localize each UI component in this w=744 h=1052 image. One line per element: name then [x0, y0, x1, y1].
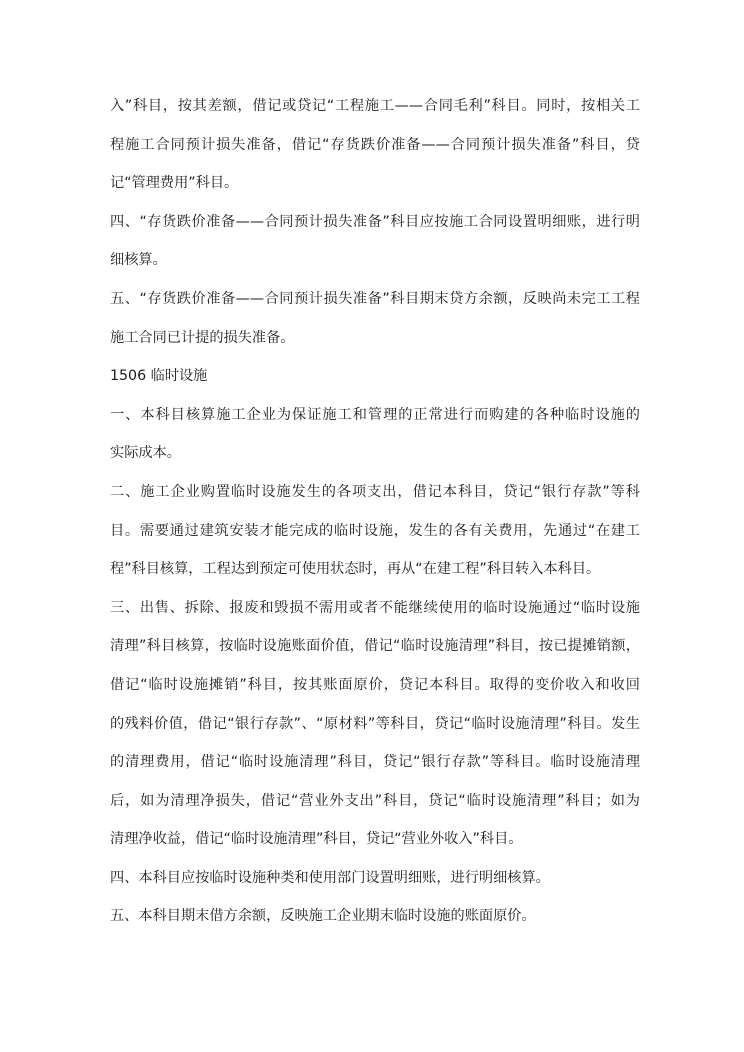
text-line-18: 的清理费用，借记“临时设施清理”科目，贷记“银行存款”等科目。临时设施清理: [110, 754, 640, 771]
text-line-1: 入”科目，按其差额，借记或贷记“工程施工——合同毛利”科目。同时，按相关工: [110, 98, 640, 114]
text-line-12: 目。需要通过建筑安装才能完成的临时设施，发生的各有关费用，先通过“在建工: [110, 522, 640, 539]
text-line-3: 记“管理费用”科目。: [110, 175, 239, 192]
text-line-14: 三、出售、拆除、报废和毁损不需用或者不能继续使用的临时设施通过“临时设施: [110, 599, 640, 616]
text-line-15: 清理”科目核算，按临时设施账面价值，借记“临时设施清理”科目，按已提摊销额，: [110, 638, 640, 655]
text-line-7: 施工合同已计提的损失准备。: [110, 329, 295, 346]
text-line-9: 一、本科目核算施工企业为保证施工和管理的正常进行而购建的各种临时设施的: [110, 406, 640, 423]
text-line-4: 四、“存货跌价准备——合同预计损失准备”科目应按施工合同设置明细账，进行明: [110, 213, 640, 230]
text-line-19: 后，如为清理净损失，借记“营业外支出”科目，贷记“临时设施清理”科目；如为: [110, 792, 640, 809]
text-line-11: 二、施工企业购置临时设施发生的各项支出，借记本科目，贷记“银行存款”等科: [110, 483, 640, 500]
text-line-20: 清理净收益，借记“临时设施清理”科目，贷记“营业外收入”科目。: [110, 831, 523, 848]
document-page: [110, 93, 640, 942]
text-line-16: 借记“临时设施摊销”科目，按其账面原价，贷记本科目。取得的变价收入和收回: [110, 676, 640, 693]
text-line-6: 五、“存货跌价准备——合同预计损失准备”科目期末贷方余额，反映尚未完工工程: [110, 290, 640, 307]
text-line-13: 程”科目核算，工程达到预定可使用状态时，再从“在建工程”科目转入本科目。: [110, 561, 601, 578]
text-line-22: 五、本科目期末借方余额，反映施工企业期末临时设施的账面原价。: [110, 908, 536, 925]
text-line-10: 实际成本。: [110, 445, 181, 462]
text-line-5: 细核算。: [110, 252, 167, 269]
text-line-2: 程施工合同预计损失准备，借记“存货跌价准备——合同预计损失准备”科目，贷: [110, 136, 640, 153]
text-line-21: 四、本科目应按临时设施种类和使用部门设置明细账，进行明细核算。: [110, 869, 550, 886]
text-line-17: 的残料价值，借记“银行存款”、“原材料”等科目，贷记“临时设施清理”科目。发生: [110, 715, 640, 732]
section-heading: 1506 临时设施: [110, 368, 208, 385]
